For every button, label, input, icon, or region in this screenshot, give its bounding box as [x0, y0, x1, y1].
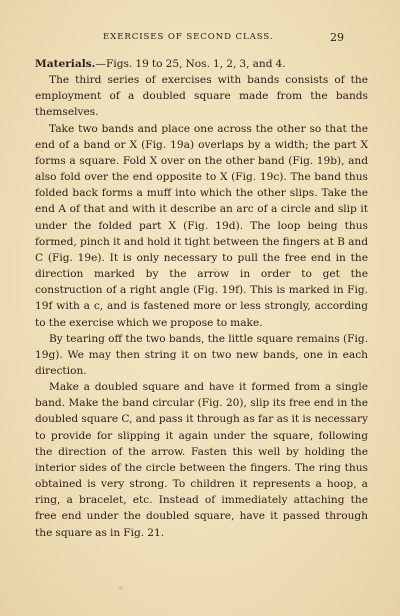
body-text	[35, 56, 368, 541]
running-head: EXERCISES OF SECOND CLASS.	[103, 32, 274, 42]
materials-line	[35, 56, 368, 72]
paragraph-intro: The third series of exercises with bands consists of the employment of a doubled square made from the bands themselves.	[35, 74, 368, 119]
materials-label: Materials.	[35, 58, 96, 70]
page-header	[0, 32, 400, 46]
paragraph-folding-steps: Take two bands and place one across the other so that the end of a band or X (Fig. 19a) overlaps by a width; the part X forms a square. Fold X over on the other band (Fig. 19b), and also fold over the end opposite to X (Fig. 19c). The band thus folded back forms a muff into which the other slips. Take the end A of that and with it describe an arc of a circle and slip it under the folded part X (Fig. 19d). The loop being thus formed, pinch it and hold it tight between the fingers at B and C (Fig. 19e). It is only necessary to pull the free end in the direction marked by the arrow in order to get the construction of a right angle (Fig. 19f). This is marked in Fig. 19f with a c, and is fastened more or less strongly, according to the exercise which we propose to make.	[35, 122, 368, 329]
paragraph-tearing-bands: By tearing off the two bands, the little square remains (Fig. 19g). We may then string it on two new bands, one in each direction.	[35, 332, 368, 377]
page-number: 29	[330, 31, 344, 44]
paragraph-single-band: Make a doubled square and have it formed from a single band. Make the band circular (Fig. 20), slip its free end in the doubled square C, and pass it through as far as it is necessary to provide for slipping it again under the square, following the direction of the arrow. Fasten this well by holding the interior sides of the circle between the fingers. The ring thus obtained is very strong. To children it represents a hoop, a ring, a bracelet, etc. Instead of immediately attaching the free end under the doubled square, have it passed through the square as in Fig. 21.	[35, 381, 368, 539]
materials-text: —Figs. 19 to 25, Nos. 1, 2, 3, and 4.	[95, 58, 286, 70]
paper-stain	[118, 586, 123, 590]
